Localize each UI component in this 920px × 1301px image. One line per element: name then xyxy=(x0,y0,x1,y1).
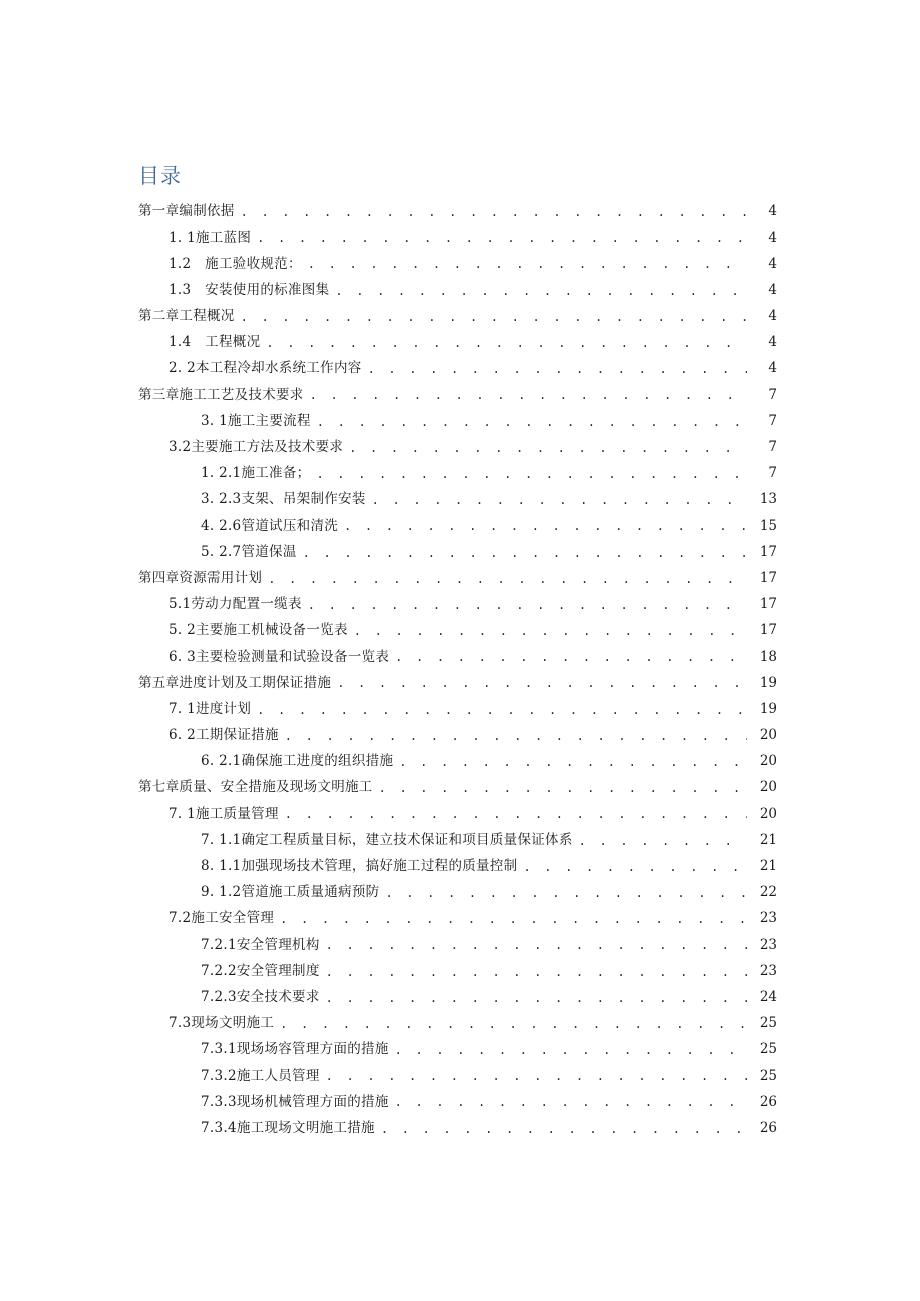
toc-page-number: 18 xyxy=(759,648,777,665)
toc-page-number: 17 xyxy=(759,596,777,613)
toc-page-number: 20 xyxy=(759,779,777,796)
toc-page-number: 25 xyxy=(759,1015,777,1032)
toc-dot-leader xyxy=(241,206,747,218)
toc-entry[interactable] xyxy=(0,592,920,618)
toc-entry-text: 第四章资源需用计划 xyxy=(138,569,263,586)
toc-page-number: 23 xyxy=(759,962,777,979)
toc-page-number: 20 xyxy=(759,805,777,822)
toc-entry-text: 6. 2.1确保施工进度的组织措施 xyxy=(201,753,394,770)
toc-page-number: 19 xyxy=(759,674,777,691)
toc-entry[interactable] xyxy=(0,1116,920,1142)
toc-entry[interactable] xyxy=(0,566,920,592)
toc-entry-text: 第三章施工工艺及技术要求 xyxy=(138,386,304,403)
toc-page-number: 22 xyxy=(759,884,777,901)
toc-entry[interactable] xyxy=(0,1089,920,1115)
toc-dot-leader xyxy=(317,416,747,428)
toc-entry-text: 第一章编制依据 xyxy=(138,203,235,220)
toc-entry-text: 6. 2工期保证措施 xyxy=(169,727,279,744)
toc-entry[interactable] xyxy=(0,1063,920,1089)
toc-entry[interactable] xyxy=(0,801,920,827)
toc-dot-leader xyxy=(395,1096,747,1108)
toc-dot-leader xyxy=(399,756,747,768)
toc-entry[interactable] xyxy=(0,382,920,408)
toc-entry-text: 5. 2.7管道保温 xyxy=(201,543,297,560)
toc-entry[interactable] xyxy=(0,330,920,356)
toc-page-number: 20 xyxy=(759,727,777,744)
toc-page-number: 4 xyxy=(768,334,777,351)
toc-page-number: 23 xyxy=(759,936,777,953)
toc-entry[interactable] xyxy=(0,697,920,723)
toc-entry-text: 4. 2.6管道试压和清洗 xyxy=(201,517,339,534)
toc-entry[interactable] xyxy=(0,278,920,304)
toc-entry[interactable] xyxy=(0,199,920,225)
toc-page-number: 23 xyxy=(759,910,777,927)
toc-entry-text: 8. 1.1加强现场技术管理，搞好施工过程的质量控制 xyxy=(201,858,518,875)
toc-entry[interactable] xyxy=(0,1037,920,1063)
toc-entry[interactable] xyxy=(0,539,920,565)
toc-dot-leader xyxy=(379,782,747,794)
toc-entry[interactable] xyxy=(0,670,920,696)
toc-entry[interactable] xyxy=(0,958,920,984)
toc-dot-leader xyxy=(335,285,747,297)
toc-dot-leader xyxy=(349,442,747,454)
toc-dot-leader xyxy=(257,232,747,244)
toc-page-number: 7 xyxy=(768,439,777,456)
toc-entry-text: 7.2.3安全技术要求 xyxy=(201,988,320,1005)
toc-entry[interactable] xyxy=(0,644,920,670)
toc-entry-text: 9. 1.2管道施工质量通病预防 xyxy=(201,884,380,901)
toc-page-number: 20 xyxy=(759,753,777,770)
toc-dot-leader xyxy=(308,599,747,611)
toc-page-number: 7 xyxy=(768,386,777,403)
toc-title: 目录 xyxy=(138,164,182,188)
toc-entry-text: 第二章工程概况 xyxy=(138,308,235,325)
toc-page-number: 13 xyxy=(759,491,777,508)
toc-entry[interactable] xyxy=(0,854,920,880)
toc-entry-text: 7.3现场文明施工 xyxy=(169,1015,275,1032)
toc-entry[interactable] xyxy=(0,487,920,513)
toc-entry-text: 1. 2.1施工准备； xyxy=(201,465,311,482)
toc-list xyxy=(0,199,920,1142)
toc-entry[interactable] xyxy=(0,828,920,854)
toc-page-number: 25 xyxy=(759,1041,777,1058)
toc-entry-text: 5.1劳动力配置一缆表 xyxy=(169,596,302,613)
toc-dot-leader xyxy=(316,468,747,480)
toc-dot-leader xyxy=(326,966,747,978)
toc-entry-text: 7. 1施工质量管理 xyxy=(169,805,279,822)
toc-entry[interactable] xyxy=(0,775,920,801)
toc-dot-leader xyxy=(385,887,747,899)
toc-entry-text: 5. 2主要施工机械设备一览表 xyxy=(169,622,348,639)
toc-page-number: 26 xyxy=(759,1093,777,1110)
toc-page-number: 7 xyxy=(768,412,777,429)
toc-entry-text: 7.2.1安全管理机构 xyxy=(201,936,320,953)
toc-dot-leader xyxy=(285,730,747,742)
toc-dot-leader xyxy=(310,389,747,401)
toc-entry-text: 2. 2本工程冷却水系统工作内容 xyxy=(169,360,362,377)
toc-entry-text: 7.2施工安全管理 xyxy=(169,910,275,927)
toc-entry-text: 7.2.2安全管理制度 xyxy=(201,962,320,979)
toc-dot-leader xyxy=(372,494,747,506)
toc-entry-text: 1.2 施工验收规范： xyxy=(169,255,302,272)
toc-entry[interactable] xyxy=(0,749,920,775)
toc-entry-text: 第七章质量、安全措施及现场文明施工 xyxy=(138,779,373,796)
toc-dot-leader xyxy=(381,1123,747,1135)
toc-page-number: 4 xyxy=(768,281,777,298)
toc-entry[interactable] xyxy=(0,225,920,251)
toc-dot-leader xyxy=(523,861,747,873)
toc-entry-text: 1.3 安装使用的标准图集 xyxy=(169,281,330,298)
toc-page-number: 21 xyxy=(759,831,777,848)
toc-dot-leader xyxy=(395,651,747,663)
toc-dot-leader xyxy=(326,1070,747,1082)
toc-entry-text: 第五章进度计划及工期保证措施 xyxy=(138,674,332,691)
toc-entry[interactable] xyxy=(0,435,920,461)
toc-entry[interactable] xyxy=(0,906,920,932)
toc-entry[interactable] xyxy=(0,880,920,906)
toc-page-number: 25 xyxy=(759,1067,777,1084)
toc-dot-leader xyxy=(579,835,747,847)
toc-entry-text: 6. 3主要检验测量和试验设备一览表 xyxy=(169,648,390,665)
toc-entry[interactable] xyxy=(0,304,920,330)
toc-entry[interactable] xyxy=(0,409,920,435)
toc-dot-leader xyxy=(308,258,747,270)
toc-entry-text: 7.3.4施工现场文明施工措施 xyxy=(201,1119,375,1136)
toc-entry-text: 7.3.1现场场容管理方面的措施 xyxy=(201,1041,389,1058)
toc-dot-leader xyxy=(257,704,747,716)
toc-entry-text: 3.2主要施工方法及技术要求 xyxy=(169,439,344,456)
toc-page-number: 4 xyxy=(768,255,777,272)
toc-dot-leader xyxy=(241,311,747,323)
toc-page-number: 17 xyxy=(759,543,777,560)
toc-entry[interactable] xyxy=(0,723,920,749)
toc-entry-text: 7. 1.1确定工程质量目标，建立技术保证和项目质量保证体系 xyxy=(201,831,573,848)
toc-dot-leader xyxy=(326,939,747,951)
toc-page-number: 15 xyxy=(759,517,777,534)
toc-page-number: 21 xyxy=(759,858,777,875)
toc-entry[interactable] xyxy=(0,356,920,382)
toc-entry-text: 7.3.2施工人员管理 xyxy=(201,1067,320,1084)
toc-page-number: 4 xyxy=(768,360,777,377)
toc-page-number: 24 xyxy=(759,988,777,1005)
toc-entry-text: 3. 1施工主要流程 xyxy=(201,412,311,429)
toc-dot-leader xyxy=(285,808,747,820)
toc-dot-leader xyxy=(344,520,747,532)
toc-entry-text: 1.4 工程概况 xyxy=(169,334,261,351)
toc-entry-text: 1. 1施工蓝图 xyxy=(169,229,252,246)
toc-entry-text: 7.3.3现场机械管理方面的措施 xyxy=(201,1093,389,1110)
toc-entry[interactable] xyxy=(0,513,920,539)
toc-entry[interactable] xyxy=(0,1011,920,1037)
toc-entry[interactable] xyxy=(0,251,920,277)
toc-dot-leader xyxy=(395,1044,747,1056)
toc-dot-leader xyxy=(303,547,747,559)
toc-dot-leader xyxy=(268,573,747,585)
toc-dot-leader xyxy=(354,625,747,637)
toc-entry[interactable] xyxy=(0,932,920,958)
toc-dot-leader xyxy=(280,1018,747,1030)
toc-dot-leader xyxy=(266,337,747,349)
toc-entry-text: 7. 1进度计划 xyxy=(169,700,252,717)
toc-page-number: 4 xyxy=(768,203,777,220)
toc-entry[interactable] xyxy=(0,618,920,644)
toc-page-number: 7 xyxy=(768,465,777,482)
toc-entry[interactable] xyxy=(0,461,920,487)
toc-entry[interactable] xyxy=(0,985,920,1011)
toc-page-number: 17 xyxy=(759,569,777,586)
toc-dot-leader xyxy=(368,363,747,375)
toc-dot-leader xyxy=(280,913,747,925)
toc-page-number: 17 xyxy=(759,622,777,639)
toc-page-number: 4 xyxy=(768,229,777,246)
toc-page-number: 26 xyxy=(759,1119,777,1136)
toc-page-number: 4 xyxy=(768,308,777,325)
toc-dot-leader xyxy=(337,677,747,689)
toc-dot-leader xyxy=(326,992,747,1004)
toc-page-number: 19 xyxy=(759,700,777,717)
toc-entry-text: 3. 2.3支架、吊架制作安装 xyxy=(201,491,366,508)
